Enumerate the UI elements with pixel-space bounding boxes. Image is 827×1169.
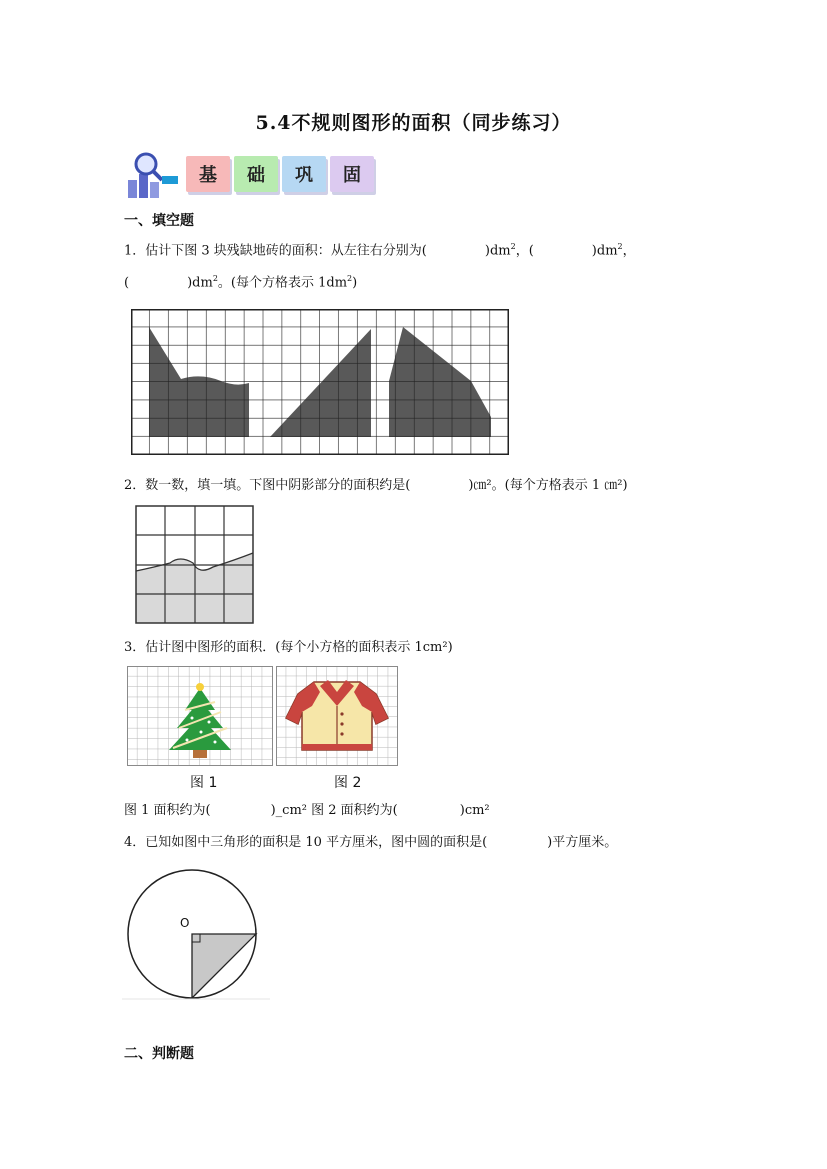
question-1-line-1: 1．估计下图 3 块残缺地砖的面积：从左往右分别为( )$dm^2$，( )$dm^2$， [124,242,636,259]
banner-tile: 基 [186,156,230,192]
figure-1-tree [127,666,273,770]
tiles-grid-figure [131,309,509,459]
question-4: 4．已知如图中三角形的面积是 10 平方厘米，图中圆的面积是( )平方厘米。 [124,835,618,850]
section-heading: 一、填空题 [124,213,194,229]
magnifier-chart-icon [126,150,182,200]
banner-tile: 础 [234,156,278,192]
question-2: 2．数一数，填一填。下图中阴影部分的面积约是( )㎝²。(每个方格表示 1 ㎝²) [124,478,628,493]
banner-tiles [186,156,374,196]
figure-2-jacket [276,666,398,770]
question-1-line-2: ( )$dm^2$。(每个方格表示 $1dm^2$) [124,274,358,291]
center-label: O [180,916,190,930]
banner-tile: 固 [330,156,374,192]
circle-triangle-figure [122,862,272,1006]
question-3-answers: 图 1 面积约为( )_cm² 图 2 面积约为( )cm² [124,803,490,818]
banner-tile: 巩 [282,156,326,192]
question-3: 3．估计图中图形的面积．(每个小方格的面积表示 1cm²) [124,640,453,655]
section-heading: 二、判断题 [124,1046,194,1062]
figure-2-caption: 图 2 [334,775,362,791]
figure-1-caption: 图 1 [190,775,218,791]
shaded-area-figure [135,505,255,629]
page-title: 5.4不规则图形的面积（同步练习） [255,112,572,134]
